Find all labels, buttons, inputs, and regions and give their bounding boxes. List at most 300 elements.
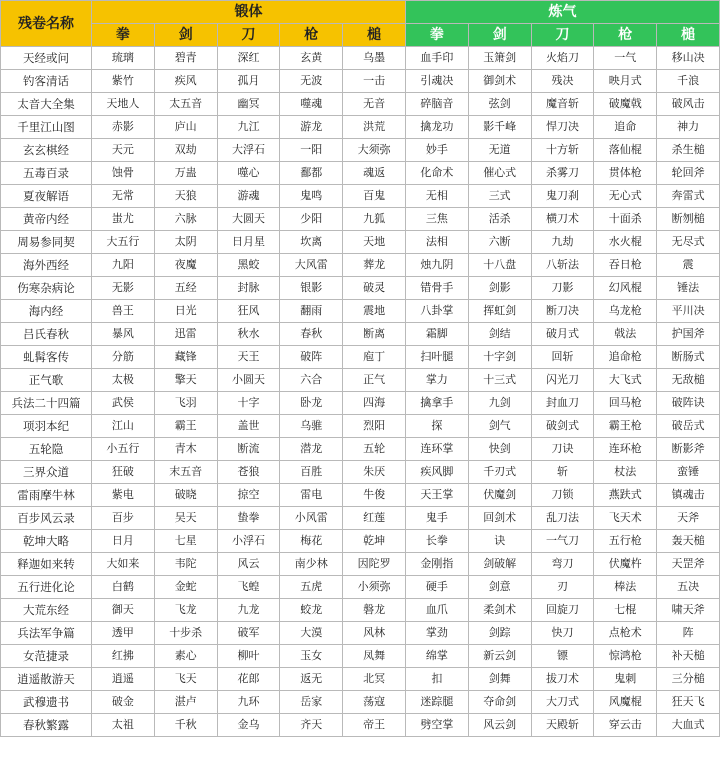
skill-cell: 紫电 (92, 484, 155, 507)
scroll-name-cell: 海内经 (1, 300, 92, 323)
skill-cell: 扣 (406, 668, 469, 691)
skill-cell: 武侯 (92, 392, 155, 415)
skill-cell: 苍狼 (217, 461, 280, 484)
skill-cell: 移山决 (657, 47, 720, 70)
skill-cell: 大五行 (92, 231, 155, 254)
skill-cell: 惊鸿枪 (594, 645, 657, 668)
skill-cell: 雷电 (280, 484, 343, 507)
skill-cell: 斩 (531, 461, 594, 484)
skill-cell: 断刀决 (531, 300, 594, 323)
skill-cell: 五经 (154, 277, 217, 300)
skill-cell: 刀影 (531, 277, 594, 300)
skill-cell: 庐山 (154, 116, 217, 139)
skill-cell: 金乌 (217, 714, 280, 737)
skill-cell: 轮回斧 (657, 162, 720, 185)
skill-cell: 啸天斧 (657, 599, 720, 622)
skill-cell: 太极 (92, 369, 155, 392)
table-row (1, 438, 720, 461)
table-row (1, 599, 720, 622)
skill-cell: 朱厌 (343, 461, 406, 484)
skill-cell: 破阵 (280, 346, 343, 369)
skill-cell: 无音 (343, 93, 406, 116)
skill-cell: 夜魔 (154, 254, 217, 277)
table-row (1, 714, 720, 737)
skill-cell: 擒龙功 (406, 116, 469, 139)
skill-cell: 孤月 (217, 70, 280, 93)
skill-cell: 探 (406, 415, 469, 438)
skill-cell: 映月式 (594, 70, 657, 93)
skill-cell: 少阳 (280, 208, 343, 231)
skill-cell: 江山 (92, 415, 155, 438)
skill-cell: 小须弥 (343, 576, 406, 599)
table-row (1, 484, 720, 507)
skill-cell: 六合 (280, 369, 343, 392)
skill-cell: 无常 (92, 185, 155, 208)
skill-cell: 金蛇 (154, 576, 217, 599)
skill-cell: 蛟龙 (280, 599, 343, 622)
lianqi-col-hammer: 槌 (657, 24, 720, 47)
skill-cell: 玉女 (280, 645, 343, 668)
skill-cell: 残决 (531, 70, 594, 93)
skill-cell: 鬼手 (406, 507, 469, 530)
skill-cell: 悍刀决 (531, 116, 594, 139)
skill-cell: 阵 (657, 622, 720, 645)
skill-cell: 九阳 (92, 254, 155, 277)
skill-cell: 震地 (343, 300, 406, 323)
skill-cell: 破灵 (343, 277, 406, 300)
skill-cell: 狂风 (217, 300, 280, 323)
skill-cell: 烛九阴 (406, 254, 469, 277)
skill-cell: 疾风脚 (406, 461, 469, 484)
skill-cell: 乌骓 (280, 415, 343, 438)
skill-cell: 无相 (406, 185, 469, 208)
skill-cell: 鬼鸣 (280, 185, 343, 208)
skill-cell: 落仙棍 (594, 139, 657, 162)
skill-cell: 小风雷 (280, 507, 343, 530)
group-header-duanti: 锻体 (92, 1, 406, 24)
skill-cell: 妙手 (406, 139, 469, 162)
skill-cell: 无波 (280, 70, 343, 93)
table-row (1, 691, 720, 714)
table-row (1, 208, 720, 231)
skill-cell: 大须弥 (343, 139, 406, 162)
skill-cell: 兽王 (92, 300, 155, 323)
skill-cell: 大圆天 (217, 208, 280, 231)
duanti-col-hammer: 槌 (343, 24, 406, 47)
skill-cell: 点枪术 (594, 622, 657, 645)
skill-cell: 逍遥 (92, 668, 155, 691)
skill-cell: 风林 (343, 622, 406, 645)
skill-cell: 分筋 (92, 346, 155, 369)
skill-cell: 血爪 (406, 599, 469, 622)
skill-cell: 杀生槌 (657, 139, 720, 162)
skill-cell: 太五音 (154, 93, 217, 116)
scroll-name-cell: 兵法二十四篇 (1, 392, 92, 415)
skill-cell: 魔音斩 (531, 93, 594, 116)
skill-cell: 劈空掌 (406, 714, 469, 737)
skill-cell: 乾坤 (343, 530, 406, 553)
skill-cell: 影千峰 (468, 116, 531, 139)
skill-cell: 帝王 (343, 714, 406, 737)
skill-cell: 戟法 (594, 323, 657, 346)
skill-cell: 剑气 (468, 415, 531, 438)
skill-cell: 霸王枪 (594, 415, 657, 438)
skill-cell: 破魔戟 (594, 93, 657, 116)
skill-cell: 天元 (92, 139, 155, 162)
skill-cell: 血手印 (406, 47, 469, 70)
skill-cell: 乌龙枪 (594, 300, 657, 323)
skill-cell: 卧龙 (280, 392, 343, 415)
skill-cell: 飞蝗 (217, 576, 280, 599)
skill-cell: 断离 (343, 323, 406, 346)
skill-cell: 葬龙 (343, 254, 406, 277)
skill-cell: 破岳式 (657, 415, 720, 438)
skill-cell: 百胜 (280, 461, 343, 484)
skill-cell: 刀锁 (531, 484, 594, 507)
skill-cell: 挥虹剑 (468, 300, 531, 323)
skill-cell: 幽冥 (217, 93, 280, 116)
skill-cell: 法相 (406, 231, 469, 254)
scroll-name-cell: 乾坤大略 (1, 530, 92, 553)
skill-cell: 锤法 (657, 277, 720, 300)
skill-cell: 破金 (92, 691, 155, 714)
skill-cell: 吞日枪 (594, 254, 657, 277)
scroll-name-cell: 天经或问 (1, 47, 92, 70)
table-row (1, 415, 720, 438)
skill-cell: 日月 (92, 530, 155, 553)
skill-cell: 三分槌 (657, 668, 720, 691)
skill-cell: 杀雾刀 (531, 162, 594, 185)
skill-cell: 拔刀术 (531, 668, 594, 691)
skill-cell: 疾风 (154, 70, 217, 93)
skill-cell: 玉箫剑 (468, 47, 531, 70)
skill-cell: 翻雨 (280, 300, 343, 323)
skill-cell: 凤舞 (343, 645, 406, 668)
skill-cell: 北冥 (343, 668, 406, 691)
skill-cell: 小浮石 (217, 530, 280, 553)
skill-cell: 千浪 (657, 70, 720, 93)
skill-cell: 鬼刺 (594, 668, 657, 691)
scroll-name-cell: 虬髯客传 (1, 346, 92, 369)
skill-cell: 十三式 (468, 369, 531, 392)
skill-cell: 正气 (343, 369, 406, 392)
skill-cell: 天斧 (657, 507, 720, 530)
skill-cell: 刀诀 (531, 438, 594, 461)
skill-cell: 太祖 (92, 714, 155, 737)
skill-cell: 镖 (531, 645, 594, 668)
skill-cell: 扫叶腿 (406, 346, 469, 369)
scroll-name-cell: 三界众道 (1, 461, 92, 484)
skill-cell: 鄱都 (280, 162, 343, 185)
skill-cell: 碧青 (154, 47, 217, 70)
skill-cell: 无影 (92, 277, 155, 300)
skill-cell: 化命术 (406, 162, 469, 185)
skill-cell: 新云剑 (468, 645, 531, 668)
skill-cell: 擒拿手 (406, 392, 469, 415)
duanti-col-blade: 刀 (217, 24, 280, 47)
skill-cell: 杖法 (594, 461, 657, 484)
skill-cell: 洪荒 (343, 116, 406, 139)
table-row (1, 139, 720, 162)
skill-cell: 绵掌 (406, 645, 469, 668)
skill-cell: 大飞式 (594, 369, 657, 392)
skill-cell: 噬心 (217, 162, 280, 185)
skill-cell: 风云 (217, 553, 280, 576)
skill-cell: 黑蛟 (217, 254, 280, 277)
skill-cell: 柳叶 (217, 645, 280, 668)
skill-cell: 游龙 (280, 116, 343, 139)
table-row (1, 576, 720, 599)
skill-cell: 天殿斩 (531, 714, 594, 737)
skill-cell: 无道 (468, 139, 531, 162)
skill-cell: 返无 (280, 668, 343, 691)
skill-cell: 硬手 (406, 576, 469, 599)
scroll-name-cell: 黄帝内经 (1, 208, 92, 231)
table-row (1, 392, 720, 415)
skill-cell: 回剑术 (468, 507, 531, 530)
skill-cell: 剑影 (468, 277, 531, 300)
scroll-name-cell: 夏夜解语 (1, 185, 92, 208)
skill-cell: 齐天 (280, 714, 343, 737)
skill-cell: 庖丁 (343, 346, 406, 369)
skill-cell: 紫竹 (92, 70, 155, 93)
skill-cell: 蛰拳 (217, 507, 280, 530)
skill-cell: 横刀术 (531, 208, 594, 231)
skill-cell: 烈阳 (343, 415, 406, 438)
table-row (1, 162, 720, 185)
scroll-name-cell: 兵法军争篇 (1, 622, 92, 645)
skill-cell: 鬼刀刹 (531, 185, 594, 208)
skill-cell: 剑意 (468, 576, 531, 599)
table-row (1, 47, 720, 70)
skill-cell: 燕趺式 (594, 484, 657, 507)
skill-cell: 掌劲 (406, 622, 469, 645)
scroll-name-cell: 千里江山图 (1, 116, 92, 139)
skill-cell: 长拳 (406, 530, 469, 553)
scroll-name-cell: 五行进化论 (1, 576, 92, 599)
table-row (1, 553, 720, 576)
skill-cell: 八斩法 (531, 254, 594, 277)
skill-cell: 千刃式 (468, 461, 531, 484)
scroll-name-cell: 百步风云录 (1, 507, 92, 530)
skill-cell: 岳家 (280, 691, 343, 714)
skill-cell: 七星 (154, 530, 217, 553)
skill-cell: 掌力 (406, 369, 469, 392)
group-header-lianqi: 炼气 (406, 1, 720, 24)
skill-cell: 断影斧 (657, 438, 720, 461)
skill-cell: 狂破 (92, 461, 155, 484)
skill-cell: 补天槌 (657, 645, 720, 668)
scroll-name-cell: 释迦如来转 (1, 553, 92, 576)
skill-cell: 风魔棍 (594, 691, 657, 714)
skill-cell: 花郎 (217, 668, 280, 691)
scroll-name-cell: 武穆遗书 (1, 691, 92, 714)
table-row (1, 254, 720, 277)
table-row (1, 530, 720, 553)
skill-cell: 十方斩 (531, 139, 594, 162)
lianqi-col-blade: 刀 (531, 24, 594, 47)
skill-cell: 御剑术 (468, 70, 531, 93)
skill-cell: 噬魂 (280, 93, 343, 116)
skill-cell: 迅雷 (154, 323, 217, 346)
skill-cell: 天罡斧 (657, 553, 720, 576)
table-row (1, 93, 720, 116)
skill-cell: 飞天术 (594, 507, 657, 530)
skill-cell: 奔雷式 (657, 185, 720, 208)
skill-cell: 青木 (154, 438, 217, 461)
skill-cell: 震 (657, 254, 720, 277)
skill-cell: 百步 (92, 507, 155, 530)
skill-cell: 因陀罗 (343, 553, 406, 576)
skill-cell: 大如来 (92, 553, 155, 576)
skill-cell: 太阴 (154, 231, 217, 254)
skill-cell: 红莲 (343, 507, 406, 530)
skill-cell: 诀 (468, 530, 531, 553)
scroll-name-cell: 雷雨摩牛林 (1, 484, 92, 507)
skill-cell: 天地 (343, 231, 406, 254)
skill-cell: 梅花 (280, 530, 343, 553)
skill-cell: 透甲 (92, 622, 155, 645)
skill-cell: 六脉 (154, 208, 217, 231)
skill-cell: 深红 (217, 47, 280, 70)
table-row (1, 668, 720, 691)
skill-cell: 封血刀 (531, 392, 594, 415)
skill-cell: 金刚指 (406, 553, 469, 576)
skill-cell: 霜脚 (406, 323, 469, 346)
skill-cell: 千秋 (154, 714, 217, 737)
skill-cell: 无尽式 (657, 231, 720, 254)
table-row (1, 231, 720, 254)
skill-cell: 飞龙 (154, 599, 217, 622)
skill-cell: 日月星 (217, 231, 280, 254)
skill-cell: 擎天 (154, 369, 217, 392)
skill-cell: 贯体枪 (594, 162, 657, 185)
scroll-name-cell: 伤寒杂病论 (1, 277, 92, 300)
skill-cell: 霸王 (154, 415, 217, 438)
skill-cell: 快剑 (468, 438, 531, 461)
skill-cell: 秋水 (217, 323, 280, 346)
skill-cell: 八卦掌 (406, 300, 469, 323)
skill-cell: 小圆天 (217, 369, 280, 392)
table-row (1, 461, 720, 484)
table-row (1, 622, 720, 645)
table-row (1, 507, 720, 530)
skill-cell: 银影 (280, 277, 343, 300)
skill-cell: 破军 (217, 622, 280, 645)
skill-cell: 错骨手 (406, 277, 469, 300)
skill-cell: 穿云击 (594, 714, 657, 737)
skill-cell: 弦剑 (468, 93, 531, 116)
skill-cell: 吴天 (154, 507, 217, 530)
skill-cell: 九龙 (217, 599, 280, 622)
skill-cell: 十步杀 (154, 622, 217, 645)
skill-cell: 掠空 (217, 484, 280, 507)
skill-cell: 一阳 (280, 139, 343, 162)
table-row (1, 369, 720, 392)
skill-cell: 小五行 (92, 438, 155, 461)
skill-cell: 御天 (92, 599, 155, 622)
skill-cell: 追命 (594, 116, 657, 139)
skill-cell: 弯刀 (531, 553, 594, 576)
skill-cell: 伏魔剑 (468, 484, 531, 507)
skill-cell: 五行枪 (594, 530, 657, 553)
skill-cell: 引魂决 (406, 70, 469, 93)
duanti-col-spear: 枪 (280, 24, 343, 47)
skill-cell: 碎脑音 (406, 93, 469, 116)
skill-cell: 剑结 (468, 323, 531, 346)
skill-cell: 蚀骨 (92, 162, 155, 185)
skill-cell: 追命枪 (594, 346, 657, 369)
skill-cell: 无心式 (594, 185, 657, 208)
skill-cell: 赤影 (92, 116, 155, 139)
skill-cell: 韦陀 (154, 553, 217, 576)
skill-cell: 闪光刀 (531, 369, 594, 392)
table-row (1, 346, 720, 369)
skill-cell: 九狐 (343, 208, 406, 231)
skill-cell: 磐龙 (343, 599, 406, 622)
skill-cell: 破阵诀 (657, 392, 720, 415)
scroll-name-cell: 春秋繁露 (1, 714, 92, 737)
skill-cell: 活杀 (468, 208, 531, 231)
table-row (1, 645, 720, 668)
skill-cell: 九剑 (468, 392, 531, 415)
skill-cell: 魂返 (343, 162, 406, 185)
skill-cell: 一气 (594, 47, 657, 70)
skill-cell: 荡寇 (343, 691, 406, 714)
skill-cell: 镇魂击 (657, 484, 720, 507)
skill-cell: 破剑式 (531, 415, 594, 438)
skill-cell: 飞天 (154, 668, 217, 691)
skill-cell: 末五音 (154, 461, 217, 484)
skill-cell: 破晓 (154, 484, 217, 507)
skill-cell: 大漠 (280, 622, 343, 645)
skill-cell: 琉璃 (92, 47, 155, 70)
table-row (1, 185, 720, 208)
skill-cell: 六断 (468, 231, 531, 254)
table-row (1, 300, 720, 323)
skill-cell: 催心式 (468, 162, 531, 185)
skill-cell: 断刎槌 (657, 208, 720, 231)
table-row (1, 323, 720, 346)
skill-cell: 蚩尤 (92, 208, 155, 231)
duanti-col-sword: 剑 (154, 24, 217, 47)
skill-cell: 天地人 (92, 93, 155, 116)
scroll-name-cell: 海外西经 (1, 254, 92, 277)
scroll-name-cell: 吕氏春秋 (1, 323, 92, 346)
skill-cell: 伏魔杵 (594, 553, 657, 576)
skill-cell: 刃 (531, 576, 594, 599)
skill-cell: 盖世 (217, 415, 280, 438)
scroll-name-cell: 大荒东经 (1, 599, 92, 622)
skill-cell: 九江 (217, 116, 280, 139)
skill-cell: 乱刀法 (531, 507, 594, 530)
skill-cell: 红拂 (92, 645, 155, 668)
scroll-name-cell: 项羽本纪 (1, 415, 92, 438)
skill-cell: 乌墨 (343, 47, 406, 70)
skill-cell: 九环 (217, 691, 280, 714)
skill-cell: 回马枪 (594, 392, 657, 415)
scroll-name-cell: 女范捷录 (1, 645, 92, 668)
skill-cell: 日光 (154, 300, 217, 323)
skill-cell: 万蛊 (154, 162, 217, 185)
scroll-name-cell: 钓客清话 (1, 70, 92, 93)
skill-cell: 五轮 (343, 438, 406, 461)
scroll-name-cell: 逍遥散游天 (1, 668, 92, 691)
scroll-name-cell: 太音大全集 (1, 93, 92, 116)
skill-cell: 天王 (217, 346, 280, 369)
scroll-name-cell: 五轮隐 (1, 438, 92, 461)
skill-cell: 十面杀 (594, 208, 657, 231)
